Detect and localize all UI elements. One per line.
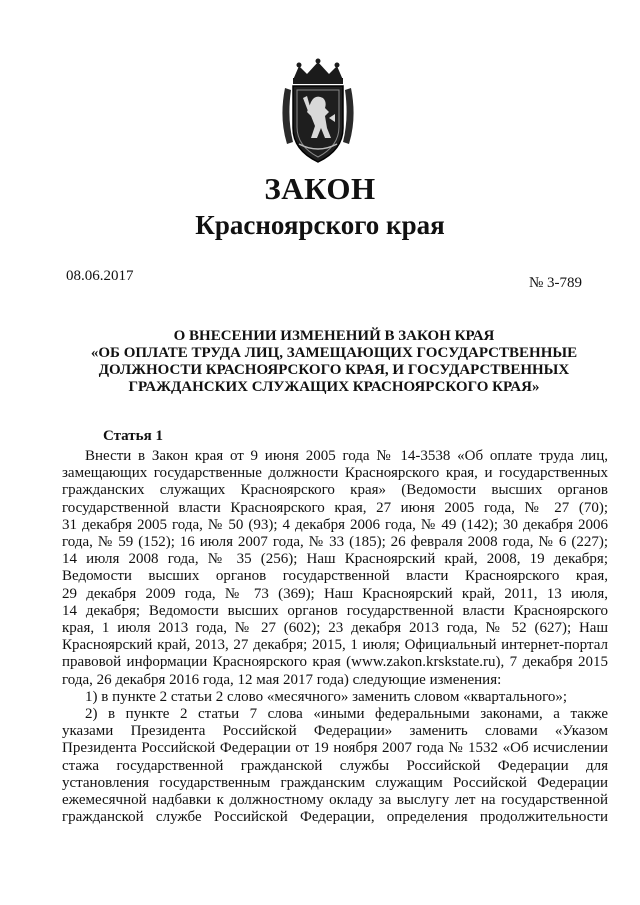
body-line: государственной власти Красноярского края, 27 июня 2005 года, № 27 (70); [62,499,608,516]
coat-of-arms-icon [277,58,359,170]
body-line: ежемесячной надбавки к должностному окладу за выслугу лет на государственной [62,792,608,809]
body-line: Внести в Закон края от 9 июня 2005 года № 14-3538 «Об оплате труда лиц, [85,448,608,464]
body-line: Красноярский край, 2013, 27 декабря; 2015, 1 июля; Официальный интернет-портал [62,637,608,654]
heading-line: «ОБ ОПЛАТЕ ТРУДА ЛИЦ, ЗАМЕЩАЮЩИХ ГОСУДАРСТВЕННЫЕ [90,345,578,361]
body-line: 29 декабря 2009 года, № 73 (369); Наш Красноярский край, 2011, 13 июля, [62,585,608,602]
document-date: 08.06.2017 [66,268,134,284]
body-line: гражданской службе Российской Федерации, определения продолжительности [62,809,608,826]
body-line: правовой информации Красноярского края (www.zakon.krskstate.ru), 7 декабря 2015 [62,654,608,671]
body-line: 14 декабря; Ведомости высших органов государственной власти Красноярского [62,602,608,619]
body-line: Ведомости высших органов государственной власти Красноярского края, [62,568,608,585]
heading-line: ГРАЖДАНСКИХ СЛУЖАЩИХ КРАСНОЯРСКОГО КРАЯ» [128,379,540,395]
body-line: 14 июля 2008 года, № 35 (256); Наш Красноярский край, 2008, 19 декабря; [62,551,608,568]
document-number: № 3-789 [528,275,582,291]
heading-line: ДОЛЖНОСТИ КРАСНОЯРСКОГО КРАЯ, И ГОСУДАРСТВЕННЫХ [98,362,570,378]
body-line: установления государственным гражданским служащим Российской Федерации [62,774,608,791]
body-line: указами Президента Российской Федерации» заменить словами «Указом [62,723,608,740]
document-type-title: ЗАКОН [264,171,376,206]
body-line: края, 1 июля 2013 года, № 27 (602); 23 декабря 2013 года, № 52 (627); Наш [62,620,608,637]
heading-line: О ВНЕСЕНИИ ИЗМЕНЕНИЙ В ЗАКОН КРАЯ [173,328,495,344]
article-body [62,448,608,826]
body-line: 31 декабря 2005 года, № 50 (93); 4 декабря 2006 года, № 49 (142); 30 декабря 2006 [62,516,608,533]
body-line: Президента Российской Федерации от 19 ноября 2007 года № 1532 «Об исчислении [62,740,608,757]
body-line: года, № 59 (152); 16 июля 2007 года, № 33 (185); 26 февраля 2008 года, № 6 (227); [62,534,608,551]
body-line: 1) в пункте 2 статьи 2 слово «месячного» заменить словом «квартального»; [85,688,568,705]
article-title: Статья 1 [103,428,163,444]
body-line: гражданских служащих Красноярского края» (Ведомости высших органов [62,482,608,499]
body-line: года, 26 декабря 2016 года, 12 мая 2017 года) следующие изменения: [62,671,502,688]
law-heading [70,328,598,396]
body-line: стажа государственной гражданской службы Российской Федерации для [62,757,608,774]
body-line: замещающих государственные должности Красноярского края, и государственных [62,465,608,482]
region-title: Красноярского края [195,210,445,240]
body-line: 2) в пункте 2 статьи 7 слова «иными федеральными законами, а также [85,706,608,723]
